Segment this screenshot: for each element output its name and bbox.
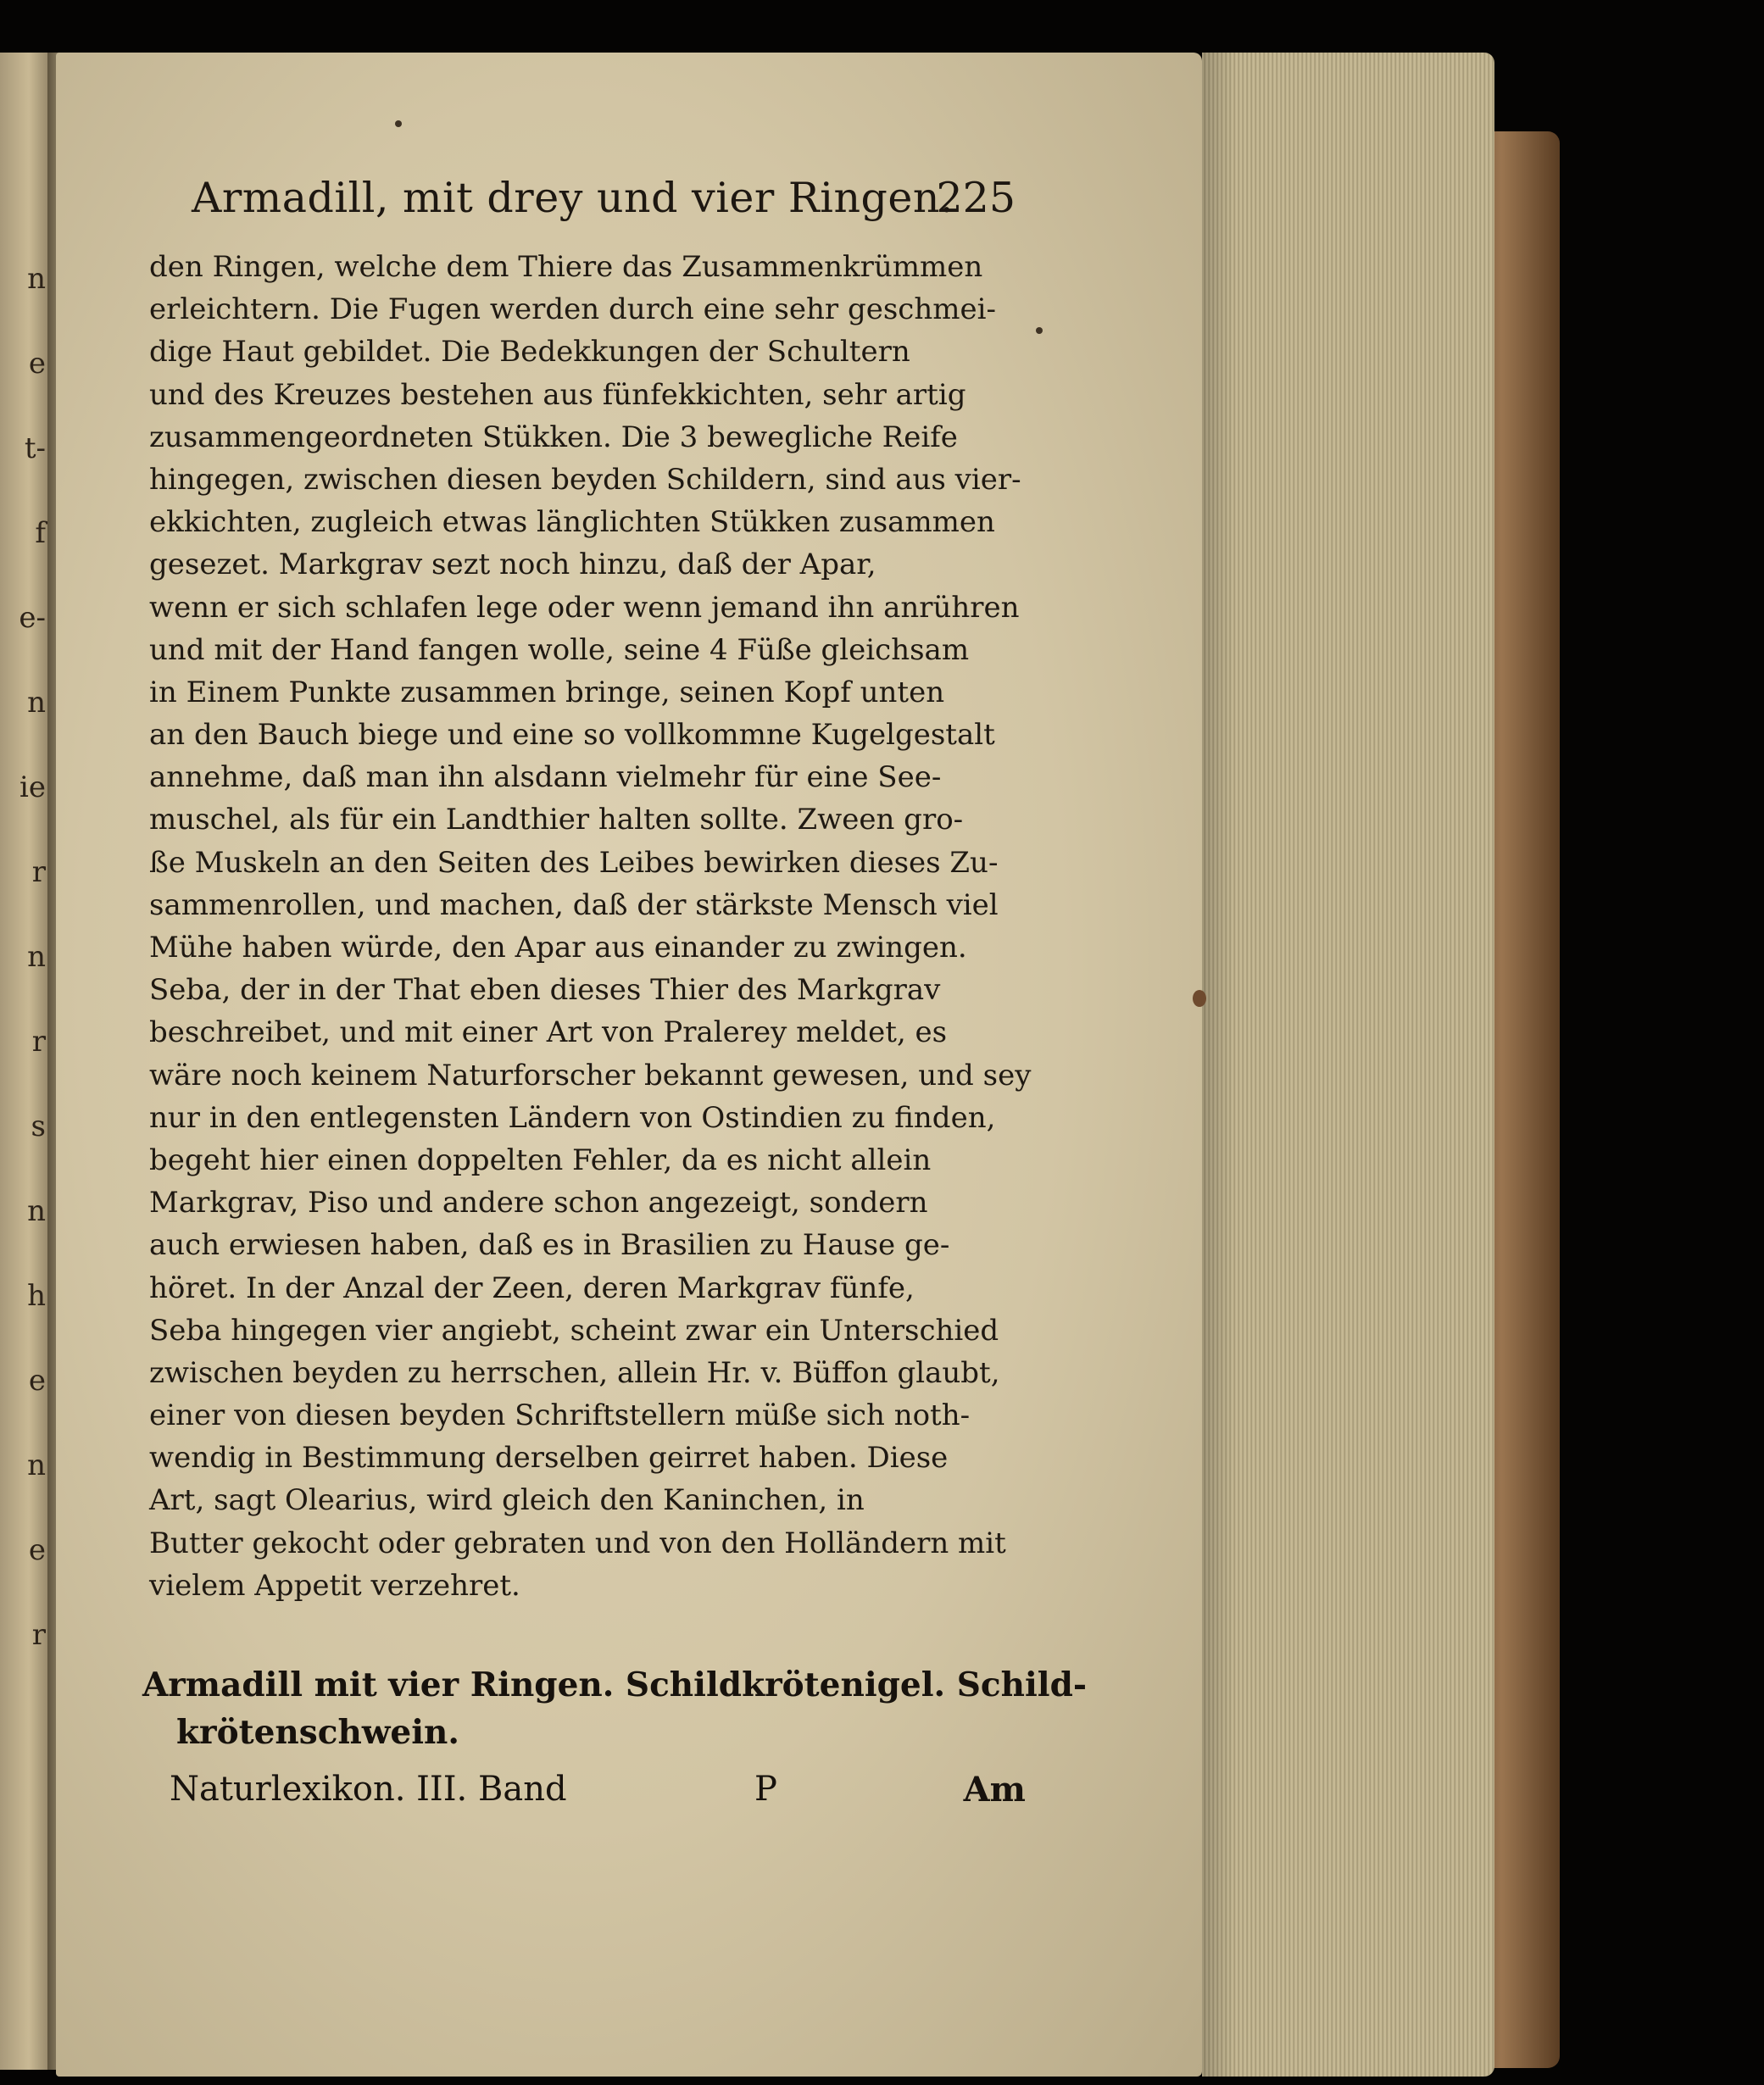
paper-speck: [1036, 327, 1043, 334]
text-line: sammenrollen, und machen, daß der stärkste Mensch viel: [149, 887, 999, 922]
previous-page-letter: r: [31, 1025, 46, 1059]
page-footer: [170, 1770, 1043, 1821]
text-line: hingegen, zwischen diesen beyden Schildern, sind aus vier-: [149, 462, 1021, 497]
previous-page-letter: r: [31, 855, 46, 889]
running-header: [192, 174, 1039, 242]
previous-page-letter: n: [27, 940, 46, 974]
text-line: Mühe haben würde, den Apar aus einander zu zwingen.: [149, 931, 967, 965]
section-heading-line: Armadill mit vier Ringen. Schildkrötenigel. Schild-: [142, 1665, 1088, 1704]
previous-page-edge: [0, 53, 53, 2070]
text-line: in Einem Punkte zusammen bringe, seinen Kopf unten: [149, 675, 945, 709]
text-line: an den Bauch biege und eine so vollkommne Kugelgestalt: [149, 718, 995, 753]
text-line: zwischen beyden zu herrschen, allein Hr. v. Büffon glaubt,: [149, 1355, 1000, 1390]
previous-page-letter: e: [28, 1364, 46, 1398]
text-line: Markgrav, Piso und andere schon angezeigt, sondern: [149, 1186, 928, 1220]
text-line: annehme, daß man ihn alsdann vielmehr für eine See-: [149, 760, 942, 795]
catchword: Am: [963, 1770, 1026, 1810]
section-heading: [142, 1661, 1088, 1756]
text-line: beschreibet, und mit einer Art von Pralerey meldet, es: [149, 1015, 948, 1050]
text-line: höret. In der Anzal der Zeen, deren Markgrav fünfe,: [149, 1270, 915, 1305]
text-line: nur in den entlegensten Ländern von Ostindien zu finden,: [149, 1100, 996, 1135]
text-line: den Ringen, welche dem Thiere das Zusammenkrümmen: [149, 250, 983, 284]
text-line: muschel, als für ein Landthier halten sollte. Zween gro-: [149, 803, 964, 837]
text-line: Seba, der in der That eben dieses Thier des Markgrav: [149, 973, 941, 1008]
previous-page-letter: h: [27, 1279, 46, 1313]
previous-page-letter: f: [35, 516, 46, 550]
text-line: und mit der Hand fangen wolle, seine 4 Füße gleichsam: [149, 632, 970, 667]
text-line: gesezet. Markgrav sezt noch hinzu, daß der Apar,: [149, 548, 876, 582]
previous-page-letter: t-: [24, 431, 46, 465]
text-line: Butter gekocht oder gebraten und von den Holländern mit: [149, 1526, 1006, 1560]
previous-page-letter: ie: [19, 770, 46, 804]
previous-page-letter: n: [27, 1448, 46, 1482]
text-line: wäre noch keinem Naturforscher bekannt gewesen, und sey: [149, 1058, 1032, 1093]
text-line: ekkichten, zugleich etwas länglichten Stükken zusammen: [149, 505, 995, 540]
section-heading-line: krötenschwein.: [176, 1713, 459, 1752]
previous-page-letter: n: [27, 262, 46, 296]
text-line: vielem Appetit verzehret.: [149, 1568, 520, 1603]
text-line: dige Haut gebildet. Die Bedekkungen der Schultern: [149, 335, 910, 370]
paper-speck: [395, 120, 402, 127]
previous-page-letter: r: [31, 1618, 46, 1652]
text-line: zusammengeordneten Stükken. Die 3 bewegliche Reife: [149, 420, 958, 454]
text-line: erleichtern. Die Fugen werden durch eine sehr geschmei-: [149, 292, 996, 327]
previous-page-letter: s: [31, 1109, 46, 1143]
signature-mark: P: [754, 1770, 777, 1809]
previous-page-letter: e: [28, 1533, 46, 1567]
previous-page-letter: n: [27, 1194, 46, 1228]
text-line: wendig in Bestimmung derselben geirret haben. Diese: [149, 1441, 949, 1476]
signature-line: Naturlexikon. III. Band: [170, 1770, 567, 1809]
text-line: Seba hingegen vier angiebt, scheint zwar ein Unterschied: [149, 1313, 999, 1348]
previous-page-letter: e: [28, 347, 46, 381]
text-line: und des Kreuzes bestehen aus fünfekkichten, sehr artig: [149, 377, 966, 412]
text-line: einer von diesen beyden Schriftstellern müße sich noth-: [149, 1398, 971, 1433]
body-text: [149, 246, 1056, 1607]
text-line: wenn er sich schlafen lege oder wenn jemand ihn anrühren: [149, 590, 1020, 625]
previous-page-letter: e-: [19, 601, 46, 635]
page-fold-shadow: [1202, 53, 1236, 2077]
page-number: 225: [936, 174, 1016, 222]
running-title: Armadill, mit drey und vier Ringen.: [192, 174, 954, 222]
text-line: ße Muskeln an den Seiten des Leibes bewirken dieses Zu-: [149, 845, 999, 880]
text-line: begeht hier einen doppelten Fehler, da es nicht allein: [149, 1143, 932, 1177]
text-line: auch erwiesen haben, daß es in Brasilien zu Hause ge-: [149, 1228, 950, 1263]
text-line: Art, sagt Olearius, wird gleich den Kaninchen, in: [149, 1483, 865, 1518]
previous-page-letter: n: [27, 686, 46, 720]
paper-stain: [1193, 990, 1206, 1007]
page-edges-stack: [1202, 53, 1494, 2077]
